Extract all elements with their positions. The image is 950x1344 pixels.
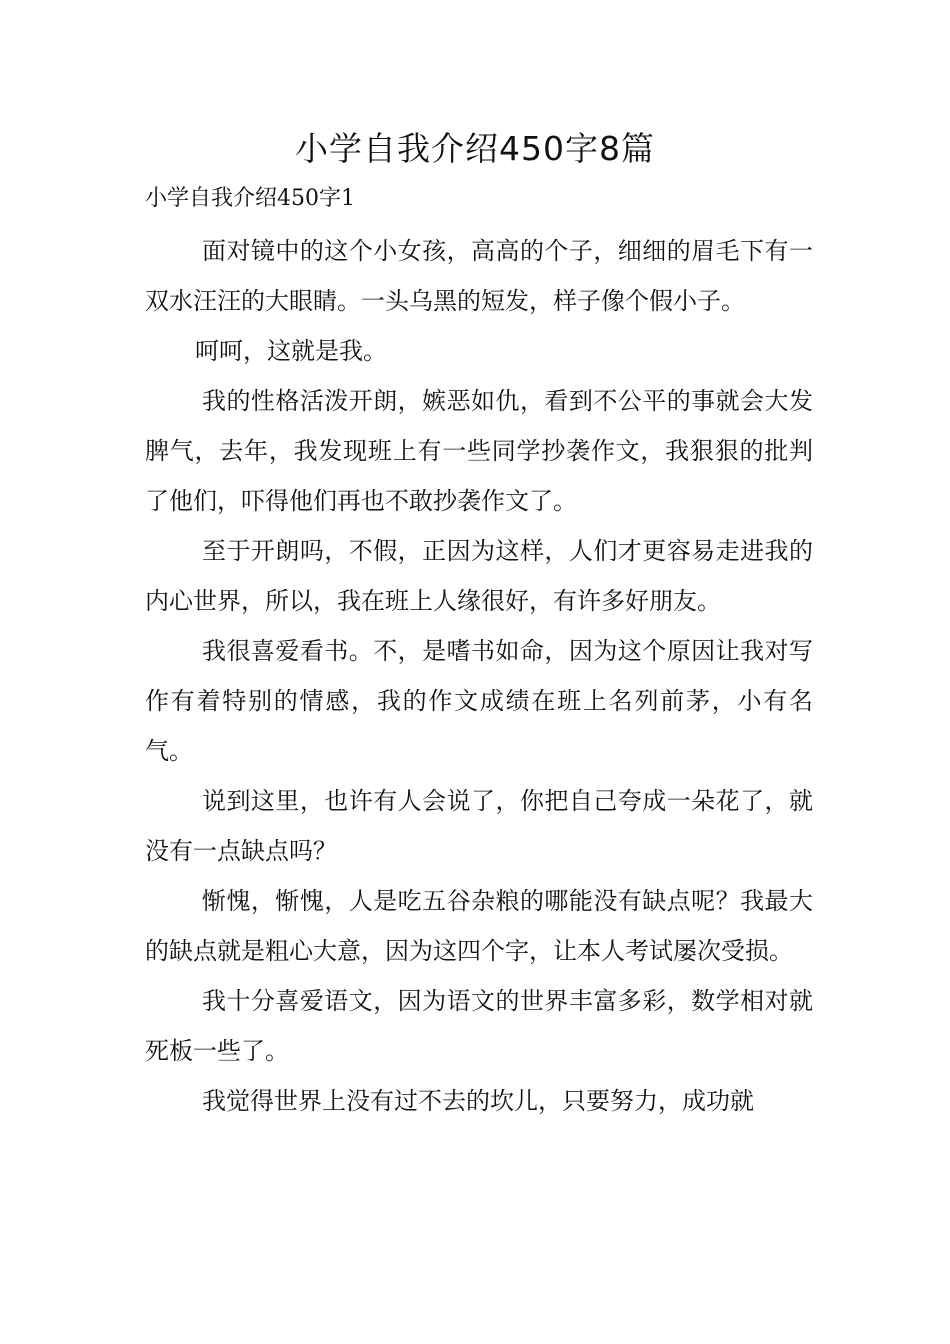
paragraph: 我很喜爱看书。不，是嗜书如命，因为这个原因让我对写作有着特别的情感，我的作文成绩在班上名列前茅，小有名气。 <box>145 637 813 765</box>
body-text <box>145 226 813 1126</box>
document-title: 小学自我介绍450字8篇 <box>295 129 655 168</box>
paragraph: 我十分喜爱语文，因为语文的世界丰富多彩，数学相对就死板一些了。 <box>145 987 813 1065</box>
paragraph: 我的性格活泼开朗，嫉恶如仇，看到不公平的事就会大发脾气，去年，我发现班上有一些同学抄袭作文，我狠狠的批判了他们，吓得他们再也不敢抄袭作文了。 <box>145 387 813 515</box>
section-heading: 小学自我介绍450字1 <box>145 186 355 211</box>
paragraph: 至于开朗吗，不假，正因为这样，人们才更容易走进我的内心世界，所以，我在班上人缘很好，有许多好朋友。 <box>145 537 813 615</box>
paragraph: 面对镜中的这个小女孩，高高的个子，细细的眉毛下有一双水汪汪的大眼睛。一头乌黑的短发，样子像个假小子。 <box>145 237 813 315</box>
paragraph: 说到这里，也许有人会说了，你把自己夸成一朵花了，就没有一点缺点吗？ <box>145 787 813 865</box>
paragraph: 我觉得世界上没有过不去的坎儿，只要努力，成功就 <box>202 1087 754 1115</box>
paragraph: 呵呵，这就是我。 <box>195 337 387 365</box>
paragraph: 惭愧，惭愧，人是吃五谷杂粮的哪能没有缺点呢？我最大的缺点就是粗心大意，因为这四个字，让本人考试屡次受损。 <box>145 887 813 965</box>
